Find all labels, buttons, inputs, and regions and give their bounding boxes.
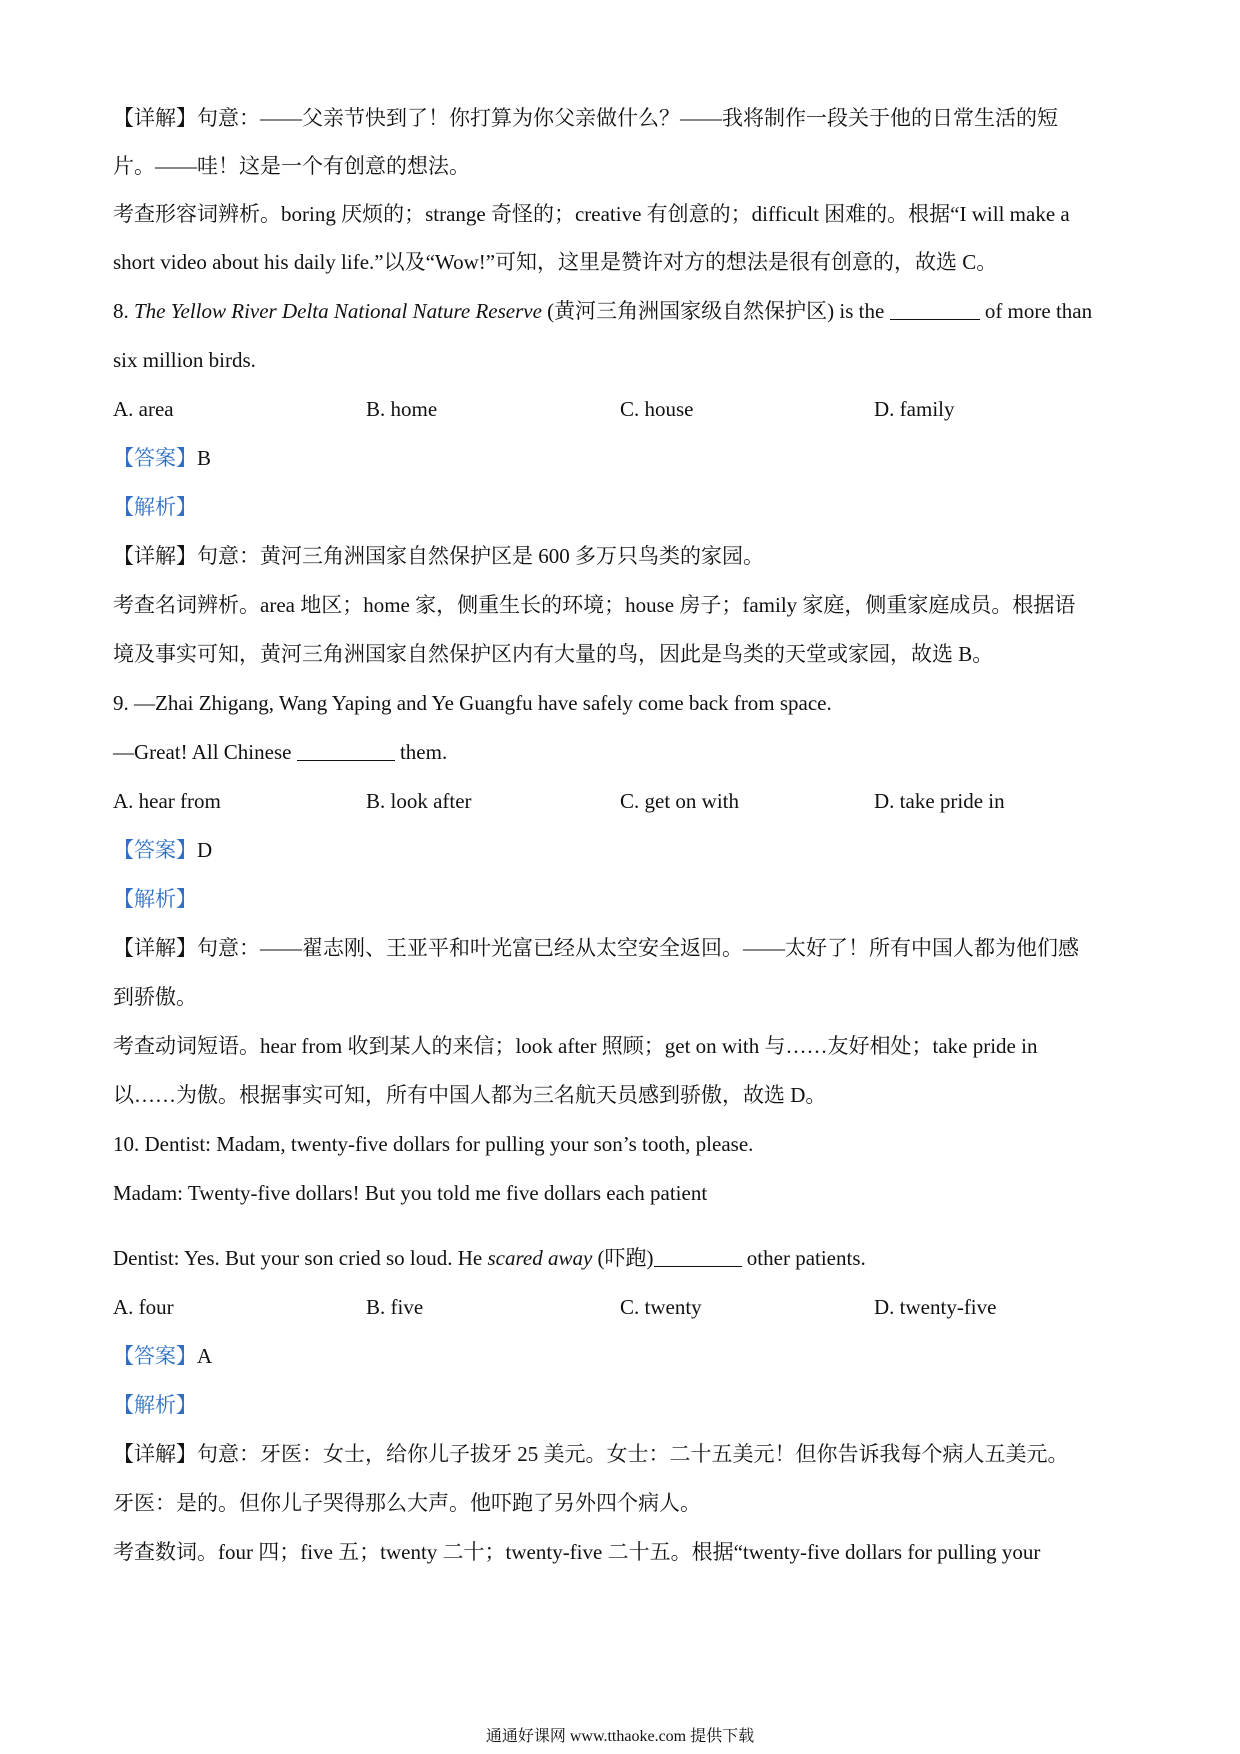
- answer-tag: 【答案】: [113, 446, 197, 470]
- q7-detail-line-2: 片。——哇！这是一个有创意的想法。: [113, 154, 470, 178]
- q10-stem-line-3: Dentist: Yes. But your son cried so loud. He scared away (吓跑) other patients.: [113, 1246, 866, 1270]
- q8-option-b: B. home: [366, 397, 438, 421]
- q8-answer: 【答案】B: [113, 446, 212, 470]
- q8-option-d: D. family: [874, 397, 955, 421]
- q10-analysis-heading: [113, 1391, 1130, 1419]
- answer-tag: 【答案】: [113, 1344, 197, 1368]
- q10-detail-line-2: 牙医：是的。但你儿子哭得那么大声。他吓跑了另外四个病人。: [113, 1491, 701, 1515]
- detail-tag: 【详解】: [113, 106, 197, 130]
- answer-tag: 【答案】: [113, 838, 197, 862]
- q9-stem-line-2: —Great! All Chinese them.: [113, 740, 448, 764]
- analysis-tag: 【解析】: [113, 495, 197, 519]
- q10-option-d: D. twenty-five: [874, 1295, 997, 1319]
- page-footer: 通通好课网 www.tthaoke.com 提供下载: [485, 1728, 755, 1745]
- analysis-tag: 【解析】: [113, 1393, 197, 1417]
- q9-blank: [297, 740, 395, 761]
- q10-option-a: A. four: [113, 1295, 174, 1319]
- q7-detail-line-3: 考查形容词辨析。boring 厌烦的；strange 奇怪的；creative 有创意的；difficult 困难的。根据“I will make a: [113, 202, 1070, 226]
- analysis-tag: 【解析】: [113, 887, 197, 911]
- q9-detail-line-4: 以……为傲。根据事实可知，所有中国人都为三名航天员感到骄傲，故选 D。: [113, 1083, 827, 1107]
- q10-stem-line-2: Madam: Twenty-five dollars! But you told me five dollars each patient: [113, 1181, 708, 1205]
- q10-option-c: C. twenty: [620, 1295, 702, 1319]
- q9-stem-line-1: 9. —Zhai Zhigang, Wang Yaping and Ye Guangfu have safely come back from space.: [113, 691, 832, 715]
- q7-detail-line-4: short video about his daily life.”以及“Wow!”可知，这里是赞许对方的想法是很有创意的，故选 C。: [113, 250, 998, 274]
- q8-analysis-heading: [113, 493, 1130, 521]
- q9-detail-line-1: 【详解】句意：——翟志刚、王亚平和叶光富已经从太空安全返回。——太好了！所有中国人都为他们感: [113, 936, 1079, 960]
- q8-option-c: C. house: [620, 397, 694, 421]
- q10-option-b: B. five: [366, 1295, 424, 1319]
- q8-detail-line-3: 境及事实可知，黄河三角洲国家自然保护区内有大量的鸟，因此是鸟类的天堂或家园，故选 B。: [113, 642, 994, 666]
- detail-text: 句意：——父亲节快到了！你打算为你父亲做什么？——我将制作一段关于他的日常生活的短: [197, 106, 1058, 130]
- q8-detail-line-2: 考查名词辨析。area 地区；home 家，侧重生长的环境；house 房子；family 家庭，侧重家庭成员。根据语: [113, 593, 1076, 617]
- q9-answer: 【答案】D: [113, 838, 213, 862]
- q9-option-a: A. hear from: [113, 789, 221, 813]
- q10-detail-line-1: 【详解】句意：牙医：女士，给你儿子拔牙 25 美元。女士：二十五美元！但你告诉我每个病人五美元。: [113, 1442, 1069, 1466]
- q10-answer: 【答案】A: [113, 1344, 213, 1368]
- q8-blank: [890, 299, 980, 320]
- q8-option-a: A. area: [113, 397, 174, 421]
- q9-option-b: B. look after: [366, 789, 472, 813]
- q8-italic-name: The Yellow River Delta National Nature Reserve: [134, 299, 542, 323]
- q10-stem-line-1: 10. Dentist: Madam, twenty-five dollars for pulling your son’s tooth, please.: [113, 1132, 754, 1156]
- q9-detail-line-3: 考查动词短语。hear from 收到某人的来信；look after 照顾；get on with 与……友好相处；take pride in: [113, 1034, 1038, 1058]
- q8-stem-line-2: six million birds.: [113, 348, 256, 372]
- q9-detail-line-2: 到骄傲。: [113, 985, 197, 1009]
- q9-option-c: C. get on with: [620, 789, 739, 813]
- q10-blank: [654, 1246, 742, 1267]
- q9-analysis-heading: [113, 885, 1130, 913]
- q10-detail-line-3: 考查数词。four 四；five 五；twenty 二十；twenty-five 二十五。根据“twenty-five dollars for pulling your: [113, 1540, 1041, 1564]
- q7-detail-line-1: [113, 104, 1130, 132]
- q9-option-d: D. take pride in: [874, 789, 1005, 813]
- q8-stem-line-1: 8. The Yellow River Delta National Nature Reserve (黄河三角洲国家级自然保护区) is the of more than: [113, 299, 1093, 323]
- q8-detail-line-1: 【详解】句意：黄河三角洲国家自然保护区是 600 多万只鸟类的家园。: [113, 544, 764, 568]
